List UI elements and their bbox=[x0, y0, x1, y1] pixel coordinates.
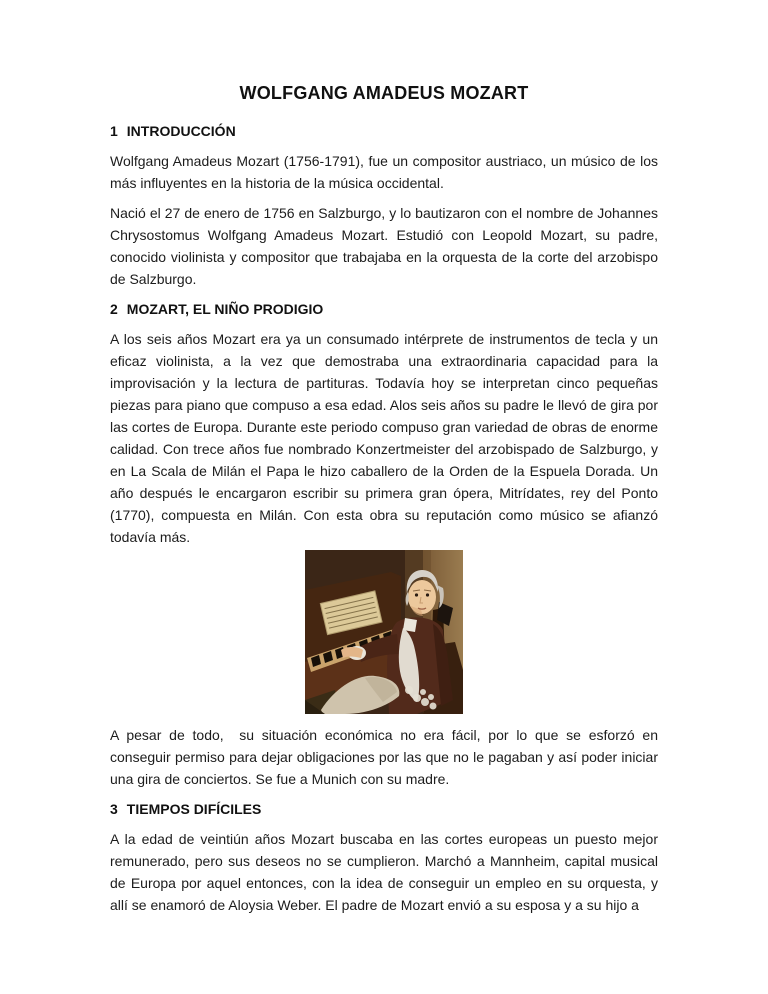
mozart-portrait-figure bbox=[110, 550, 658, 714]
section-heading-nino-prodigio bbox=[110, 298, 658, 320]
section-number: 1 bbox=[110, 123, 118, 139]
paragraph-dificiles-1: A la edad de veintiún años Mozart buscaba en las cortes europeas un puesto mejor remunerado, pero sus deseos no se cumplieron. Marchó a Mannheim, capital musical de Europa por aquel entonces, con la idea de conseguir un empleo en su orquesta, y allí se enamoró de Aloysia Weber. El padre de Mozart envió a su esposa y a su hijo a bbox=[110, 831, 662, 913]
young-mozart-portrait-image bbox=[305, 550, 463, 714]
section-heading-tiempos-dificiles bbox=[110, 798, 658, 820]
section-label: MOZART, EL NIÑO PRODIGIO bbox=[126, 301, 324, 317]
section-number: 3 bbox=[110, 801, 118, 817]
paragraph-prodigio-1: A los seis años Mozart era ya un consumado intérprete de instrumentos de tecla y un eficaz violinista, a la vez que demostraba una extraordinaria capacidad para la improvisación y la lectura de partituras. Todavía hoy se interpretan cinco pequeñas piezas para piano que compuso a esa edad. Alos seis años su padre le llevó de gira por las cortes de Europa. Durante este periodo compuso gran variedad de obras de enorme calidad. Con trece años fue nombrado Konzertmeister del arzobispado de Salzburgo, y en La Scala de Milán el Papa le hizo caballero de la Orden de la Espuela Dorada. Un año después le encargaron escribir su primera gran ópera, Mitrídates, rey del Ponto (1770), compuesta en Milán. Con esta obra su reputación como músico se afianzó todavía más. bbox=[110, 331, 662, 545]
section-label: TIEMPOS DIFÍCILES bbox=[126, 801, 262, 817]
section-heading-introduccion bbox=[110, 120, 658, 142]
document-title: WOLFGANG AMADEUS MOZART bbox=[239, 83, 529, 103]
paragraph-prodigio-2: A pesar de todo, su situación económica no era fácil, por lo que se esforzó en conseguir permiso para dejar obligaciones por las que no le pagaban y así poder iniciar una gira de conciertos. Se fue a Munich con su madre. bbox=[110, 727, 662, 787]
paragraph-intro-1: Wolfgang Amadeus Mozart (1756-1791), fue un compositor austriaco, un músico de los más influyentes en la historia de la música occidental. bbox=[110, 153, 662, 191]
section-number: 2 bbox=[110, 301, 118, 317]
section-label: INTRODUCCIÓN bbox=[126, 123, 236, 139]
paragraph-intro-2: Nació el 27 de enero de 1756 en Salzburgo, y lo bautizaron con el nombre de Johannes Chrysostomus Wolfgang Amadeus Mozart. Estudió con Leopold Mozart, su padre, conocido violinista y compositor que trabajaba en la orquesta de la corte del arzobispo de Salzburgo. bbox=[110, 205, 662, 287]
